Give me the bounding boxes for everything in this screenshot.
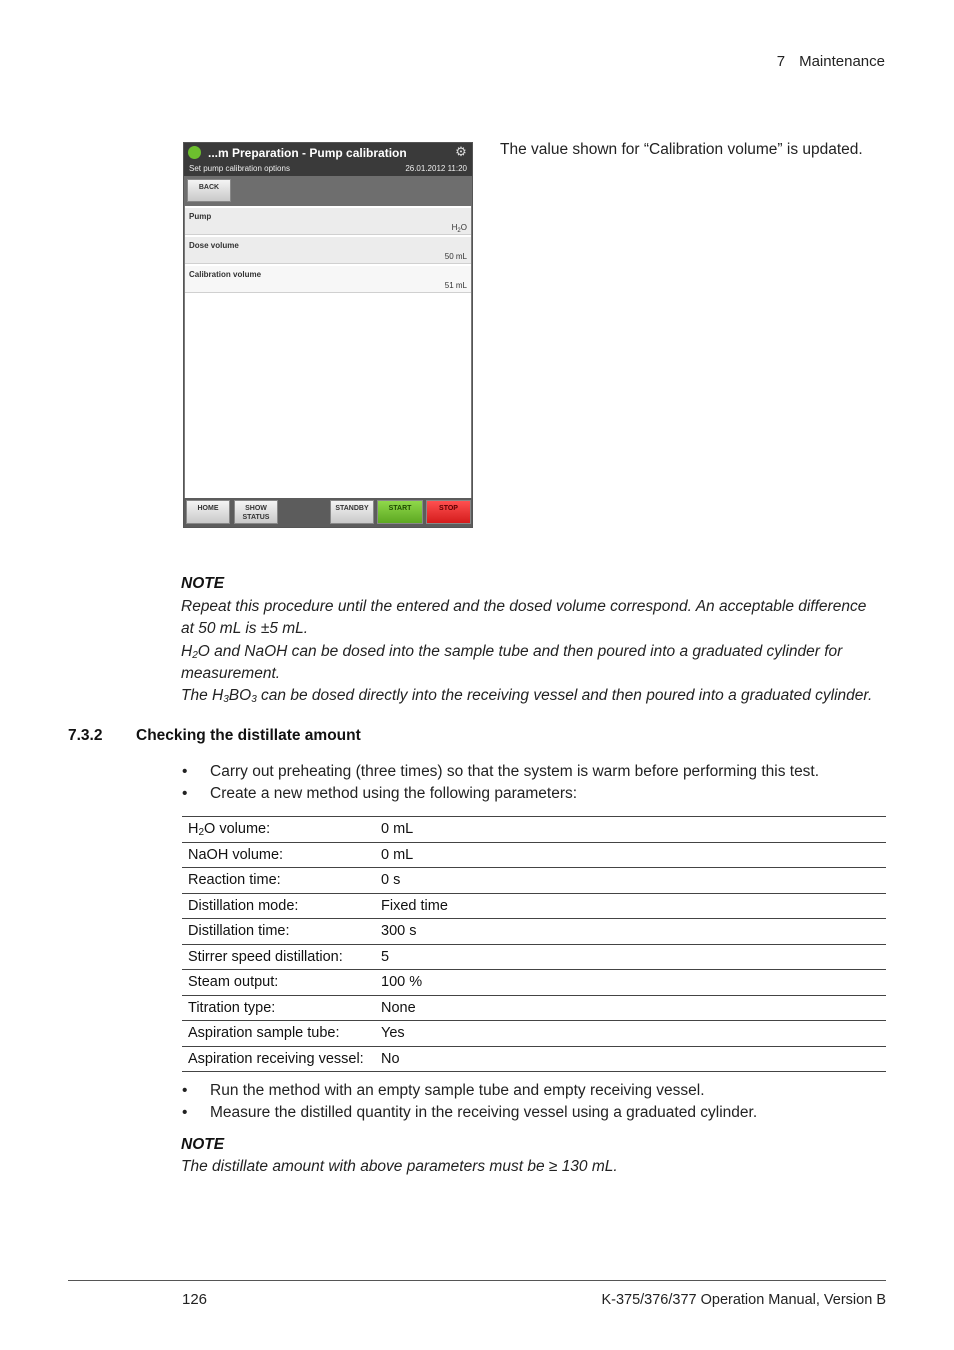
stop-button[interactable]: STOP [426, 500, 471, 524]
start-button[interactable]: START [377, 500, 423, 524]
table-row: Stirrer speed distillation: 5 [182, 944, 886, 970]
section-title: Checking the distillate amount [136, 727, 361, 744]
section-number: 7.3.2 [68, 727, 103, 744]
note-line: The distillate amount with above parameters must be ≥ 130 mL. [181, 1158, 618, 1175]
page-number: 126 [182, 1291, 208, 1308]
manual-title: K-375/376/377 Operation Manual, Version B [601, 1292, 886, 1308]
recycle-logo-icon [188, 146, 201, 159]
footer-divider [68, 1280, 886, 1281]
device-datetime: 26.01.2012 11:20 [405, 164, 467, 173]
note-line: The $H_3BO_3$ can be dosed directly into the receiving vessel and then poured into a graduated cylinder. [181, 687, 873, 705]
list-item: • Measure the distilled quantity in the receiving vessel using a graduated cylinder. [182, 1104, 758, 1121]
calibration-volume-row[interactable] [185, 266, 471, 293]
back-button[interactable]: BACK [187, 179, 231, 202]
device-toolbar [184, 176, 472, 206]
note-line: measurement. [181, 665, 281, 682]
device-screenshot [183, 142, 473, 528]
table-row: Distillation mode: Fixed time [182, 893, 886, 919]
chapter-title: Maintenance [799, 53, 885, 70]
running-header [777, 53, 885, 70]
chapter-number: 7 [776, 53, 786, 70]
note-title: NOTE [181, 1136, 225, 1153]
device-title-bar [184, 143, 472, 163]
device-content [185, 206, 471, 498]
pump-label: Pump [189, 212, 212, 221]
calibration-volume-label: Calibration volume [189, 270, 262, 279]
device-subtitle: Set pump calibration options [189, 164, 290, 173]
list-item: • Create a new method using the following parameters: [182, 785, 578, 802]
note-line: $H_2O$ and NaOH can be dosed into the sample tube and then poured into a graduated cylinder for [181, 643, 843, 661]
dose-volume-value: 50 mL [444, 252, 467, 261]
note-line: at 50 mL is ±5 mL. [181, 620, 309, 637]
note-line: Repeat this procedure until the entered and the dosed volume correspond. An acceptable difference [181, 598, 867, 615]
screenshot-caption: The value shown for “Calibration volume” is updated. [500, 141, 863, 158]
list-item: • Run the method with an empty sample tube and empty receiving vessel. [182, 1082, 705, 1099]
gear-icon[interactable]: ⚙ [455, 144, 467, 159]
table-row: Steam output: 100 % [182, 970, 886, 996]
table-row: Titration type: None [182, 995, 886, 1021]
pump-value: $H_2O$ [451, 223, 467, 234]
table-row: Distillation time: 300 s [182, 919, 886, 945]
dose-volume-label: Dose volume [189, 241, 239, 250]
show-status-button[interactable]: SHOW STATUS [234, 500, 278, 524]
home-button[interactable]: HOME [186, 500, 230, 524]
table-row: Aspiration sample tube: Yes [182, 1021, 886, 1047]
device-title: ...m Preparation - Pump calibration [208, 146, 407, 160]
note-title: NOTE [181, 575, 225, 592]
pump-row[interactable] [185, 208, 471, 235]
standby-button[interactable]: STANDBY [330, 500, 374, 524]
calibration-volume-value: 51 mL [444, 281, 467, 290]
device-subtitle-bar [184, 163, 472, 176]
device-footer [184, 498, 472, 527]
table-row: Aspiration receiving vessel: No [182, 1046, 886, 1072]
table-row: NaOH volume: 0 mL [182, 842, 886, 868]
table-row: Reaction time: 0 s [182, 868, 886, 894]
parameter-table [182, 816, 886, 1072]
table-row: $H_2O$ volume: 0 mL [182, 817, 886, 843]
list-item: • Carry out preheating (three times) so that the system is warm before performing this test. [182, 763, 820, 780]
dose-volume-row[interactable] [185, 237, 471, 264]
